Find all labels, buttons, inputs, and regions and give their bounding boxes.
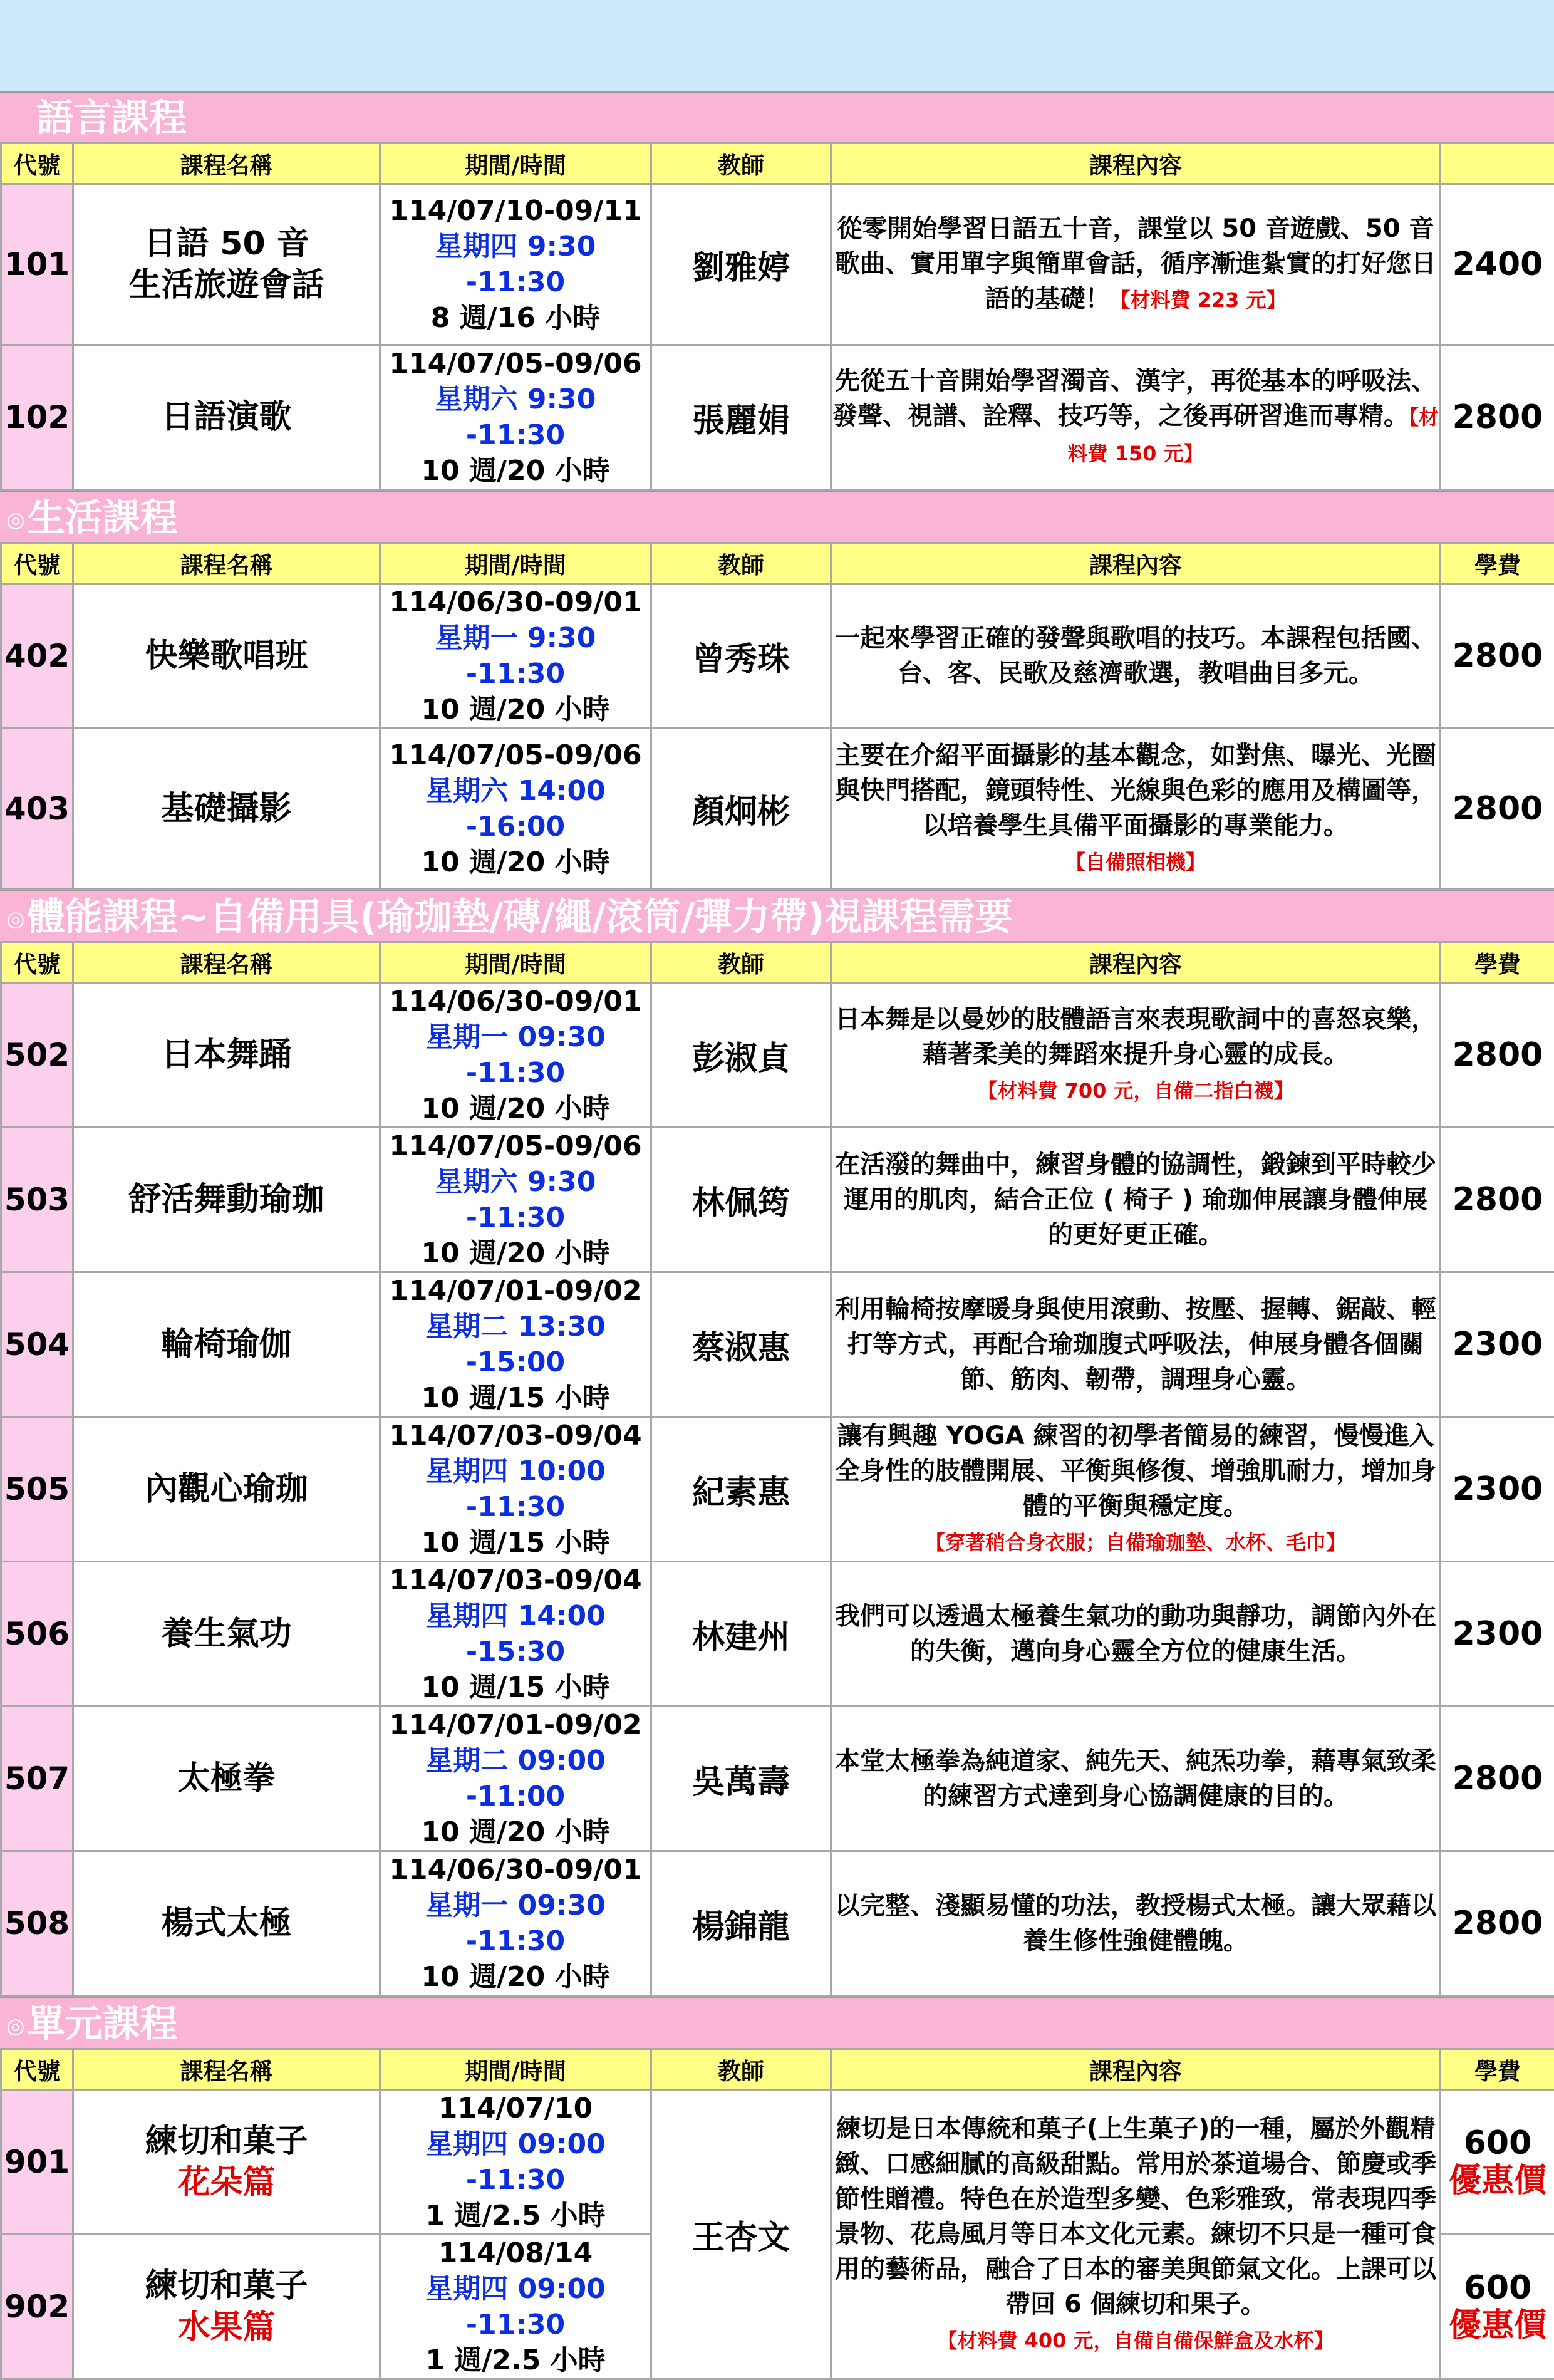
header-teacher: 教師 xyxy=(651,543,831,584)
course-period xyxy=(380,184,651,345)
course-description: 先從五十音開始學習濁音、漢字，再從基本的呼吸法、發聲、視譜、詮釋、技巧等，之後再研習進而專精。 xyxy=(832,366,1436,430)
course-name xyxy=(73,345,380,490)
course-teacher: 林建州 xyxy=(651,1562,831,1707)
course-description: 日本舞是以曼妙的肢體語言來表現歌詞中的喜怒哀樂，藉著柔美的舞蹈來提升身心靈的成長。 xyxy=(835,1005,1436,1069)
course-note: 【材料費 150 元】 xyxy=(1067,405,1439,465)
course-duration: 10 週/20 小時 xyxy=(381,1814,650,1850)
section-title-text: 生活課程 xyxy=(28,496,178,540)
course-duration: 10 週/20 小時 xyxy=(381,844,650,880)
course-fee-promo: 優惠價 xyxy=(1441,2307,1554,2344)
course-row xyxy=(1,983,1554,1128)
course-note: 【材料費 700 元，自備二指白襪】 xyxy=(977,1079,1293,1103)
course-fee: 2800 xyxy=(1441,1851,1554,1996)
course-note: 【材料費 223 元】 xyxy=(1110,288,1286,312)
course-teacher: 張麗娟 xyxy=(651,345,831,490)
course-content xyxy=(831,983,1441,1128)
course-name-line: 生活旅遊會話 xyxy=(74,264,379,306)
course-period xyxy=(380,1272,651,1417)
course-name xyxy=(73,1562,380,1707)
course-name-line: 日語演歌 xyxy=(74,397,379,438)
course-day-time: 星期四 14:00 -15:30 xyxy=(381,1598,650,1670)
header-content: 課程內容 xyxy=(831,942,1441,983)
header-fee xyxy=(1441,143,1554,184)
course-day-time: 星期四 10:00 -11:30 xyxy=(381,1453,650,1525)
course-name xyxy=(73,2090,380,2235)
course-subtitle: 花朵篇 xyxy=(74,2162,379,2203)
course-name xyxy=(73,729,380,889)
course-period xyxy=(380,584,651,729)
course-name-line: 養生氣功 xyxy=(74,1613,379,1655)
course-name xyxy=(73,1417,380,1562)
course-teacher: 紀素惠 xyxy=(651,1417,831,1562)
course-dates: 114/06/30-09/01 xyxy=(381,585,650,620)
course-name-line: 楊式太極 xyxy=(74,1903,379,1944)
course-row xyxy=(1,1851,1554,1996)
section-title-language xyxy=(0,91,1554,142)
table-header-row xyxy=(1,143,1554,184)
course-name-line: 輪椅瑜伽 xyxy=(74,1324,379,1365)
header-code: 代號 xyxy=(1,942,73,983)
course-content xyxy=(831,584,1441,729)
course-code: 101 xyxy=(1,184,73,345)
section-title-text: 語言課程 xyxy=(36,96,187,140)
course-description: 主要在介紹平面攝影的基本觀念，如對焦、曝光、光圈與快門搭配，鏡頭特性、光線與色彩的應用及構圖等，以培養學生具備平面攝影的專業能力。 xyxy=(835,741,1436,840)
course-code: 508 xyxy=(1,1851,73,1996)
course-name-line: 日本舞踊 xyxy=(74,1034,379,1076)
header-content: 課程內容 xyxy=(831,2049,1441,2090)
header-teacher: 教師 xyxy=(651,143,831,184)
course-note: 【穿著稍合身衣服；自備瑜珈墊、水杯、毛巾】 xyxy=(925,1530,1346,1554)
course-fee: 2300 xyxy=(1441,1562,1554,1707)
course-name xyxy=(73,184,380,345)
table-header-row xyxy=(1,543,1554,584)
course-code: 507 xyxy=(1,1707,73,1851)
course-content xyxy=(831,2090,1441,2379)
course-content xyxy=(831,1562,1441,1707)
fitness-course-table xyxy=(0,941,1554,1997)
course-name-line: 日語 50 音 xyxy=(74,223,379,264)
course-content xyxy=(831,184,1441,345)
course-name xyxy=(73,983,380,1128)
course-note: 【自備照相機】 xyxy=(1065,850,1206,874)
language-course-table xyxy=(0,142,1554,491)
course-description: 在活潑的舞曲中，練習身體的協調性，鍛鍊到平時較少運用的肌肉，結合正位 ( 椅子 ) 瑜珈伸展讓身體伸展的更好更正確。 xyxy=(835,1150,1436,1249)
course-duration: 10 週/15 小時 xyxy=(381,1525,650,1561)
course-dates: 114/07/03-09/04 xyxy=(381,1562,650,1598)
course-row xyxy=(1,1128,1554,1272)
course-dates: 114/07/05-09/06 xyxy=(381,737,650,773)
course-dates: 114/07/10 xyxy=(381,2091,650,2126)
course-dates: 114/06/30-09/01 xyxy=(381,984,650,1019)
life-course-table xyxy=(0,542,1554,890)
course-teacher: 蔡淑惠 xyxy=(651,1272,831,1417)
header-code: 代號 xyxy=(1,543,73,584)
course-content xyxy=(831,729,1441,889)
course-row xyxy=(1,184,1554,345)
course-content xyxy=(831,345,1441,490)
course-name-line: 內觀心瑜珈 xyxy=(74,1468,379,1510)
section-title-fitness xyxy=(0,890,1554,941)
course-teacher: 劉雅婷 xyxy=(651,184,831,345)
course-code: 502 xyxy=(1,983,73,1128)
course-dates: 114/07/05-09/06 xyxy=(381,346,650,382)
header-fee: 學費 xyxy=(1441,543,1554,584)
header-period: 期間/時間 xyxy=(380,2049,651,2090)
header-name: 課程名稱 xyxy=(73,942,380,983)
course-day-time: 星期一 09:30 -11:30 xyxy=(381,1888,650,1959)
course-duration: 8 週/16 小時 xyxy=(381,300,650,336)
course-dates: 114/06/30-09/01 xyxy=(381,1852,650,1888)
course-name-line: 舒活舞動瑜珈 xyxy=(74,1179,379,1220)
course-row xyxy=(1,2090,1554,2235)
course-dates: 114/08/14 xyxy=(381,2235,650,2271)
section-bullet: ◎ xyxy=(6,507,25,533)
course-fee: 2800 xyxy=(1441,729,1554,889)
course-day-time: 星期二 09:00 -11:00 xyxy=(381,1743,650,1814)
course-content xyxy=(831,1417,1441,1562)
course-schedule xyxy=(0,91,1554,2380)
table-header-row xyxy=(1,2049,1554,2090)
course-duration: 10 週/20 小時 xyxy=(381,453,650,489)
section-bullet: ◎ xyxy=(6,2014,25,2039)
course-period xyxy=(380,2090,651,2235)
course-code: 504 xyxy=(1,1272,73,1417)
header-content: 課程內容 xyxy=(831,543,1441,584)
course-description: 我們可以透過太極養生氣功的動功與靜功，調節內外在的失衡，邁向身心靈全方位的健康生活。 xyxy=(835,1602,1436,1666)
table-header-row xyxy=(1,942,1554,983)
course-dates: 114/07/10-09/11 xyxy=(381,193,650,229)
course-fee: 2800 xyxy=(1441,584,1554,729)
course-fee: 2800 xyxy=(1441,345,1554,490)
header-code: 代號 xyxy=(1,2049,73,2090)
course-duration: 10 週/20 小時 xyxy=(381,1235,650,1271)
course-name xyxy=(73,584,380,729)
course-dates: 114/07/05-09/06 xyxy=(381,1128,650,1164)
header-name: 課程名稱 xyxy=(73,543,380,584)
course-name-line: 快樂歌唱班 xyxy=(74,635,379,677)
header-code: 代號 xyxy=(1,143,73,184)
course-fee xyxy=(1441,2235,1554,2379)
course-day-time: 星期六 14:00 -16:00 xyxy=(381,773,650,844)
course-period xyxy=(380,983,651,1128)
header-teacher: 教師 xyxy=(651,2049,831,2090)
header-period: 期間/時間 xyxy=(380,543,651,584)
unit-course-table xyxy=(0,2048,1554,2380)
header-name: 課程名稱 xyxy=(73,143,380,184)
course-description: 從零開始學習日語五十音，課堂以 50 音遊戲、50 音歌曲、實用單字與簡單會話，循序漸進紮實的打好您日語的基礎！ xyxy=(835,214,1436,313)
course-period xyxy=(380,345,651,490)
course-name xyxy=(73,1851,380,1996)
course-content xyxy=(831,1707,1441,1851)
course-teacher: 楊錦龍 xyxy=(651,1851,831,1996)
course-teacher: 彭淑貞 xyxy=(651,983,831,1128)
course-name-line: 太極拳 xyxy=(74,1758,379,1799)
course-period xyxy=(380,1707,651,1851)
header-fee: 學費 xyxy=(1441,942,1554,983)
course-duration: 10 週/20 小時 xyxy=(381,1091,650,1126)
course-period xyxy=(380,2235,651,2379)
course-duration: 10 週/15 小時 xyxy=(381,1670,650,1705)
course-dates: 114/07/01-09/02 xyxy=(381,1707,650,1743)
course-code: 901 xyxy=(1,2090,73,2235)
course-subtitle: 水果篇 xyxy=(74,2307,379,2348)
course-fee-amount: 600 xyxy=(1441,2124,1554,2162)
course-name xyxy=(73,1707,380,1851)
section-title-life xyxy=(0,491,1554,542)
course-row xyxy=(1,1272,1554,1417)
course-fee: 2300 xyxy=(1441,1417,1554,1562)
section-title-text: 單元課程 xyxy=(28,2002,178,2046)
course-description: 本堂太極拳為純道家、純先天、純炁功拳，藉專氣致柔的練習方式達到身心協調健康的目的。 xyxy=(835,1747,1436,1811)
header-fee: 學費 xyxy=(1441,2049,1554,2090)
header-content: 課程內容 xyxy=(831,143,1441,184)
course-duration: 10 週/20 小時 xyxy=(381,1959,650,1995)
course-row xyxy=(1,1417,1554,1562)
course-fee: 2800 xyxy=(1441,1707,1554,1851)
course-code: 403 xyxy=(1,729,73,889)
course-note: 【材料費 400 元，自備自備保鮮盒及水杯】 xyxy=(937,2329,1334,2352)
course-name-line: 基礎攝影 xyxy=(74,788,379,829)
course-duration: 10 週/20 小時 xyxy=(381,692,650,727)
course-day-time: 星期一 09:30 -11:30 xyxy=(381,1019,650,1091)
header-teacher: 教師 xyxy=(651,942,831,983)
course-fee: 2800 xyxy=(1441,983,1554,1128)
course-period xyxy=(380,1417,651,1562)
course-duration: 1 週/2.5 小時 xyxy=(381,2198,650,2233)
header-period: 期間/時間 xyxy=(380,143,651,184)
course-name xyxy=(73,1128,380,1272)
course-code: 505 xyxy=(1,1417,73,1562)
course-content xyxy=(831,1272,1441,1417)
course-description: 一起來學習正確的發聲與歌唱的技巧。本課程包括國、台、客、民歌及慈濟歌選，教唱曲目多元。 xyxy=(835,624,1436,688)
course-name-line: 練切和菓子 xyxy=(74,2121,379,2162)
course-duration: 1 週/2.5 小時 xyxy=(381,2342,650,2378)
course-day-time: 星期四 09:00 -11:30 xyxy=(381,2271,650,2342)
course-day-time: 星期四 9:30 -11:30 xyxy=(381,229,650,300)
course-day-time: 星期四 09:00 -11:30 xyxy=(381,2126,650,2198)
course-name xyxy=(73,2235,380,2379)
course-day-time: 星期一 9:30 -11:30 xyxy=(381,620,650,692)
course-fee-promo: 優惠價 xyxy=(1441,2162,1554,2200)
course-content xyxy=(831,1128,1441,1272)
course-fee xyxy=(1441,2090,1554,2235)
course-teacher: 林佩筠 xyxy=(651,1128,831,1272)
course-period xyxy=(380,729,651,889)
course-row xyxy=(1,345,1554,490)
course-day-time: 星期六 9:30 -11:30 xyxy=(381,1164,650,1235)
course-row xyxy=(1,1707,1554,1851)
course-code: 506 xyxy=(1,1562,73,1707)
section-title-unit xyxy=(0,1997,1554,2048)
course-row xyxy=(1,1562,1554,1707)
course-code: 102 xyxy=(1,345,73,490)
course-teacher: 王杏文 xyxy=(651,2090,831,2379)
course-code: 902 xyxy=(1,2235,73,2379)
course-fee: 2400 xyxy=(1441,184,1554,345)
course-day-time: 星期六 9:30 -11:30 xyxy=(381,382,650,453)
course-description: 利用輪椅按摩暖身與使用滾動、按壓、握轉、鋸敲、輕打等方式，再配合瑜珈腹式呼吸法，伸展身體各個關節、筋肉、韌帶，調理身心靈。 xyxy=(835,1295,1436,1394)
course-name-line: 練切和菓子 xyxy=(74,2265,379,2307)
header-period: 期間/時間 xyxy=(380,942,651,983)
course-code: 503 xyxy=(1,1128,73,1272)
course-description: 練切是日本傳統和菓子(上生菓子)的一種，屬於外觀精緻、口感細膩的高級甜點。常用於茶道場合、節慶或季節性贈禮。特色在於造型多變、色彩雅致，常表現四季景物、花鳥風月等日本文化元素。練切不只是一種可食用的藝術品，融合了日本的審美與節氣文化。上課可以帶回 6 個練切和果子。 xyxy=(835,2114,1436,2319)
header-name: 課程名稱 xyxy=(73,2049,380,2090)
course-content xyxy=(831,1851,1441,1996)
course-teacher: 吳萬壽 xyxy=(651,1707,831,1851)
course-fee-amount: 600 xyxy=(1441,2269,1554,2307)
course-period xyxy=(380,1851,651,1996)
course-row xyxy=(1,729,1554,889)
course-dates: 114/07/01-09/02 xyxy=(381,1273,650,1309)
course-name xyxy=(73,1272,380,1417)
course-description: 以完整、淺顯易懂的功法，教授楊式太極。讓大眾藉以養生修性強健體魄。 xyxy=(835,1891,1436,1955)
course-teacher: 顏炯彬 xyxy=(651,729,831,889)
course-period xyxy=(380,1562,651,1707)
course-teacher: 曾秀珠 xyxy=(651,584,831,729)
course-code: 402 xyxy=(1,584,73,729)
course-dates: 114/07/03-09/04 xyxy=(381,1418,650,1453)
course-day-time: 星期二 13:30 -15:00 xyxy=(381,1309,650,1380)
course-period xyxy=(380,1128,651,1272)
course-fee: 2800 xyxy=(1441,1128,1554,1272)
course-row xyxy=(1,584,1554,729)
course-duration: 10 週/15 小時 xyxy=(381,1380,650,1416)
course-fee: 2300 xyxy=(1441,1272,1554,1417)
course-description: 讓有興趣 YOGA 練習的初學者簡易的練習，慢慢進入全身性的肢體開展、平衡與修復、增強肌耐力，增加身體的平衡與穩定度。 xyxy=(835,1421,1436,1520)
section-bullet: ◎ xyxy=(6,907,25,932)
section-title-text: 體能課程~自備用具(瑜珈墊/磚/繩/滾筒/彈力帶)視課程需要 xyxy=(28,895,1013,939)
